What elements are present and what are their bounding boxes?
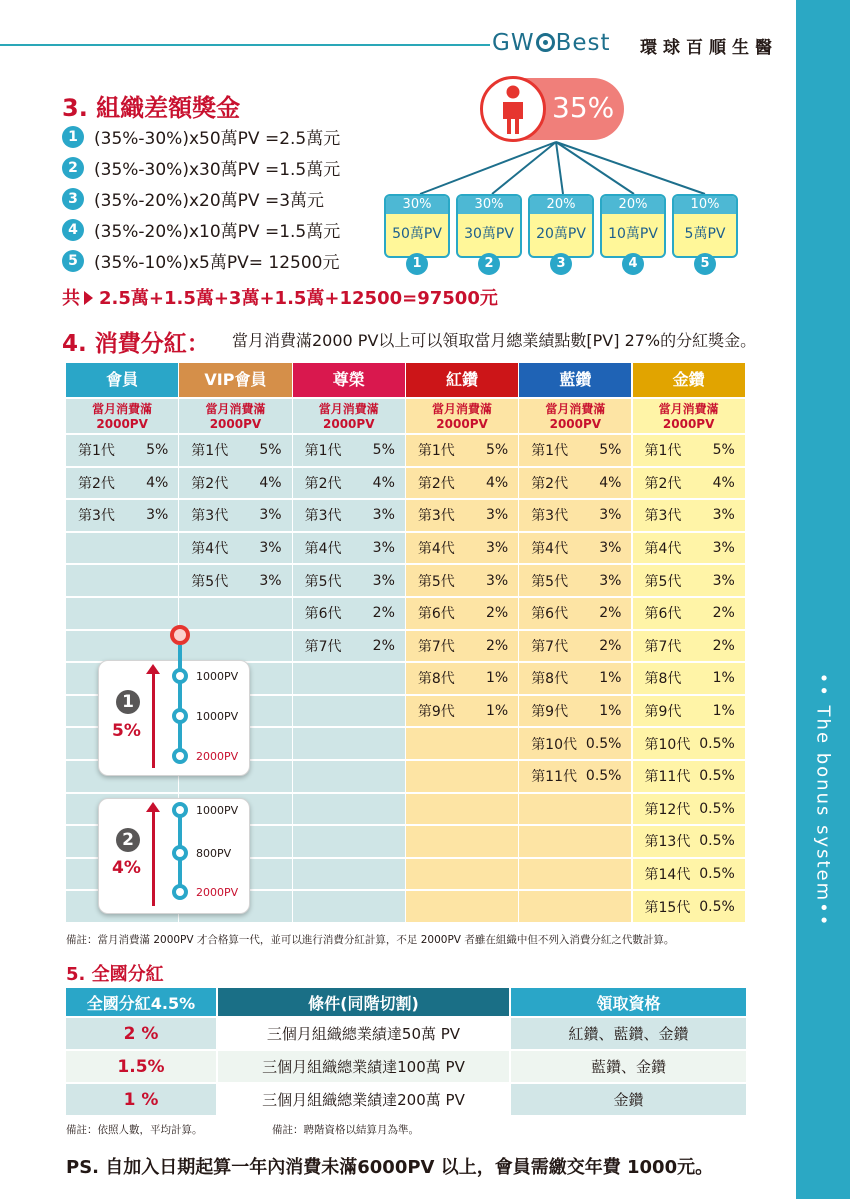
box-pv: 50萬PV [392,226,442,242]
generation-label: 第2代 [78,475,115,492]
generation-label: 第8代 [417,671,455,688]
chain-node-icon [172,708,188,724]
generation-percent: 3% [485,540,509,557]
generation-row [406,563,518,596]
logo-mark-icon [536,33,555,52]
node-pv-label: 2000PV [196,886,239,899]
generation-row [519,857,631,890]
total-line: 共 2.5萬+1.5萬+3萬+1.5萬+12500=97500元 [62,288,498,309]
generation-row [293,726,405,759]
chain-node-icon [172,668,188,684]
generation-label: 第9代 [644,704,682,721]
generation-row [66,498,178,531]
generation-percent: 3% [712,572,735,589]
generation-row [406,726,518,759]
number-badge: 3 [62,188,84,210]
tier-header: 尊榮 [293,363,405,397]
generation-percent: 5% [372,442,395,459]
tier-column [633,363,745,922]
side-bar-text: •• The bonus system•• [812,672,834,928]
generation-label: 第5代 [531,573,569,590]
formula-item [62,124,340,149]
chain-node-icon [172,845,188,861]
box-pv: 30萬PV [464,226,514,242]
chain-node-icon [172,802,188,818]
generation-label: 第3代 [417,508,455,525]
generation-label: 第1代 [304,443,342,460]
generation-percent: 0.5% [699,833,735,850]
generation-row [633,694,745,727]
generation-row [293,694,405,727]
generation-percent: 4% [146,474,169,491]
generation-label: 第8代 [531,671,569,688]
generation-percent: 4% [712,474,735,491]
generation-percent: 0.5% [585,768,622,785]
generation-label: 第2代 [644,475,682,492]
generation-label: 第2代 [531,475,569,492]
generation-row [406,466,518,499]
tier-header: 金鑽 [633,363,745,397]
generation-percent: 0.5% [699,898,735,915]
downline-box [600,194,666,258]
tier-header: 會員 [66,363,178,397]
generation-percent: 4% [599,474,622,491]
generation-row [519,759,631,792]
generation-label: 第9代 [417,704,455,721]
generation-row [66,531,178,564]
generation-percent: 2% [712,605,735,622]
generation-row [519,824,631,857]
header-rule [0,44,490,46]
generation-row [519,466,631,499]
generation-row [293,531,405,564]
generation-row [406,661,518,694]
example-percent: 4% [112,858,141,878]
condition-cell: 三個月組織總業績達100萬 PV [216,1051,509,1082]
section-5-note-1: 備註：依照人數，平均計算。 [66,1124,203,1136]
generation-label: 第7代 [644,638,682,655]
generation-percent: 0.5% [699,768,735,785]
formula-item [62,155,340,180]
play-triangle-icon [84,291,93,305]
node-pv-label: 1000PV [196,804,239,817]
downline-box [528,194,594,258]
generation-row [406,498,518,531]
generation-label: 第3代 [531,508,569,525]
section-3-title: 3. 組織差額獎金 [62,94,241,122]
chain-node-icon [172,884,188,900]
top-rate-value: 35% [552,91,615,124]
downline-box [384,194,450,258]
generation-row [293,629,405,662]
generation-row [633,792,745,825]
node-pv-label: 1000PV [196,710,239,723]
box-percent: 10% [674,196,736,214]
section-5-note-2: 備註：聘階資格以結算月為準。 [272,1124,419,1136]
formula-item [62,217,340,242]
generation-label: 第15代 [644,899,691,916]
generation-percent: 3% [599,572,622,589]
number-badge: 2 [62,157,84,179]
generation-row [633,498,745,531]
side-bar [796,0,850,1199]
generation-row [633,629,745,662]
org-tree-lines [380,130,780,200]
generation-row [293,857,405,890]
generation-row [633,857,745,890]
box-pv: 10萬PV [608,226,658,242]
arrow-up-icon [152,810,155,906]
generation-row [406,694,518,727]
generation-percent: 3% [485,507,509,524]
generation-row [66,629,178,662]
generation-label: 第10代 [644,736,691,753]
formula-text: (35%-30%)x50萬PV =2.5萬元 [94,129,341,149]
generation-row [179,433,291,466]
generation-label: 第6代 [304,606,342,623]
generation-row [293,889,405,922]
generation-row [406,824,518,857]
generation-percent: 2% [485,637,509,654]
generation-label: 第5代 [191,573,229,590]
generation-percent: 3% [372,540,395,557]
generation-row [293,792,405,825]
generation-row [519,531,631,564]
generation-row [519,792,631,825]
generation-label: 第3代 [644,508,682,525]
generation-percent: 5% [599,442,622,459]
generation-row [406,857,518,890]
generation-label: 第9代 [531,704,569,721]
example-percent: 5% [112,721,141,741]
box-number-badge: 2 [478,253,500,275]
generation-percent: 1% [599,703,622,720]
generation-label: 第4代 [304,541,342,558]
generation-row [633,759,745,792]
tier-column [293,363,405,922]
generation-row [406,792,518,825]
generation-label: 第10代 [531,736,578,753]
generation-percent: 3% [599,540,622,557]
generation-percent: 5% [259,442,282,459]
generation-row [293,563,405,596]
generation-label: 第8代 [644,671,682,688]
tier-header: VIP會員 [179,363,291,397]
top-rate-pill [482,78,624,140]
generation-percent: 5% [712,442,735,459]
chain-line [178,645,182,757]
generation-row [293,661,405,694]
generation-row [179,466,291,499]
generation-percent: 2% [485,605,509,622]
generation-percent: 3% [146,507,169,524]
self-node-icon [170,625,190,645]
generation-row [406,629,518,662]
section-5-title: 5. 全國分紅 [66,964,164,985]
generation-percent: 4% [485,474,509,491]
generation-label: 第4代 [417,541,455,558]
generation-percent: 5% [485,442,509,459]
generation-row [293,498,405,531]
generation-row [519,596,631,629]
generation-percent: 2% [712,637,735,654]
generation-label: 第1代 [531,443,569,460]
generation-row [633,433,745,466]
generation-row [179,629,291,662]
generation-label: 第4代 [191,541,229,558]
generation-label: 第12代 [644,801,691,818]
node-pv-label: 2000PV [196,750,239,763]
header-cell: 條件(同階切割) [216,988,509,1016]
generation-percent: 3% [259,540,282,557]
table-header-row [66,988,746,1018]
generation-percent: 1% [712,670,735,687]
chain-node-icon [172,748,188,764]
tier-column [406,363,518,922]
generation-label: 第14代 [644,867,691,884]
downline-box [456,194,522,258]
downline-box [672,194,738,258]
company-name: 環球百順生醫 [640,38,778,58]
generation-percent: 2% [372,637,395,654]
box-pv: 20萬PV [536,226,586,242]
eligibility-cell: 金鑽 [509,1084,746,1115]
eligibility-cell: 藍鑽、金鑽 [509,1051,746,1082]
box-number-badge: 1 [406,253,428,275]
tier-requirement: 當月消費滿 2000PV [633,397,745,433]
generation-row [66,466,178,499]
generation-label: 第11代 [531,769,578,786]
generation-row [633,726,745,759]
generation-row [519,694,631,727]
rate-cell: 1 % [66,1084,216,1115]
rate-cell: 2 % [66,1018,216,1049]
generation-row [293,759,405,792]
generation-percent: 0.5% [699,866,735,883]
tier-requirement: 當月消費滿 2000PV [519,397,631,433]
generation-percent: 3% [372,572,395,589]
generation-percent: 2% [372,605,395,622]
generation-label: 第3代 [191,508,229,525]
generation-row [633,889,745,922]
generation-percent: 3% [372,507,395,524]
generation-row [519,889,631,922]
generation-label: 第6代 [417,606,455,623]
generation-label: 第1代 [191,443,229,460]
box-percent: 30% [386,196,448,214]
number-badge: 5 [62,250,84,272]
example-number: 2 [116,828,140,852]
table-row [66,1051,746,1084]
generation-row [633,596,745,629]
number-badge: 4 [62,219,84,241]
formula-item [62,186,324,211]
generation-row [406,433,518,466]
box-number-badge: 3 [550,253,572,275]
generation-row [179,563,291,596]
generation-row [519,661,631,694]
generation-label: 第5代 [417,573,455,590]
generation-percent: 0.5% [699,735,735,752]
generation-row [293,596,405,629]
national-bonus-table [66,988,746,1117]
generation-row [293,433,405,466]
generation-row [66,433,178,466]
tier-header: 紅鑽 [406,363,518,397]
generation-percent: 1% [485,703,509,720]
generation-row [406,531,518,564]
brand-logo: GW Best [492,30,611,56]
generation-label: 第5代 [304,573,342,590]
tier-requirement: 當月消費滿 2000PV [293,397,405,433]
generation-row [293,824,405,857]
table-row [66,1084,746,1117]
generation-row [633,466,745,499]
eligibility-cell: 紅鑽、藍鑽、金鑽 [509,1018,746,1049]
formula-text: (35%-10%)x5萬PV= 12500元 [94,253,340,273]
generation-label: 第2代 [304,475,342,492]
generation-label: 第1代 [78,443,115,460]
generation-row [179,531,291,564]
generation-percent: 1% [485,670,509,687]
generation-row [633,531,745,564]
generation-label: 第6代 [531,606,569,623]
person-icon [480,76,546,142]
generation-label: 第7代 [531,638,569,655]
header-cell: 全國分紅4.5% [66,988,216,1016]
generation-row [519,563,631,596]
box-percent: 20% [530,196,592,214]
generation-row [519,498,631,531]
tier-requirement: 當月消費滿 2000PV [406,397,518,433]
generation-percent: 3% [599,507,622,524]
generation-row [179,596,291,629]
generation-row [633,661,745,694]
generation-label: 第4代 [644,541,682,558]
generation-label: 第1代 [644,443,682,460]
header-cell: 領取資格 [509,988,746,1016]
generation-label: 第2代 [191,475,229,492]
tier-column [519,363,631,922]
generation-row [633,824,745,857]
generation-label: 第6代 [644,606,682,623]
generation-percent: 4% [259,474,282,491]
box-percent: 30% [458,196,520,214]
box-pv: 5萬PV [684,226,726,242]
box-percent: 20% [602,196,664,214]
generation-row [406,596,518,629]
condition-cell: 三個月組織總業績達200萬 PV [216,1084,509,1115]
generation-percent: 2% [599,637,622,654]
tier-header: 藍鑽 [519,363,631,397]
section-4-note: 備註：當月消費滿 2000PV 才合格算一代，並可以進行消費分紅計算，不足 2000PV 者雖在組織中但不列入消費分紅之代數計算。 [66,934,675,946]
generation-percent: 3% [485,572,509,589]
arrow-up-icon [152,672,155,768]
table-row [66,1018,746,1051]
generation-label: 第3代 [78,508,115,525]
tier-requirement: 當月消費滿 2000PV [66,397,178,433]
box-number-badge: 5 [694,253,716,275]
tier-requirement: 當月消費滿 2000PV [179,397,291,433]
generation-percent: 4% [372,474,395,491]
generation-percent: 0.5% [585,735,622,752]
generation-row [519,629,631,662]
section-4-subtitle: 當月消費滿2000 PV以上可以領取當月總業績點數[PV] 27%的分紅獎金。 [232,331,757,350]
box-number-badge: 4 [622,253,644,275]
ps-note: PS. 自加入日期起算一年內消費未滿6000PV 以上，會員需繳交年費 1000元。 [66,1157,714,1178]
generation-label: 第4代 [531,541,569,558]
generation-percent: 3% [259,572,282,589]
formula-text: (35%-20%)x10萬PV =1.5萬元 [94,222,341,242]
generation-row [179,498,291,531]
generation-row [519,726,631,759]
generation-row [66,596,178,629]
generation-percent: 2% [599,605,622,622]
condition-cell: 三個月組織總業績達50萬 PV [216,1018,509,1049]
node-pv-label: 800PV [196,847,232,860]
generation-label: 第13代 [644,834,691,851]
formula-text: (35%-30%)x30萬PV =1.5萬元 [94,160,341,180]
rate-cell: 1.5% [66,1051,216,1082]
generation-percent: 1% [712,703,735,720]
node-pv-label: 1000PV [196,670,239,683]
generation-label: 第3代 [304,508,342,525]
generation-row [293,466,405,499]
generation-percent: 3% [259,507,282,524]
total-value: 2.5萬+1.5萬+3萬+1.5萬+12500=97500元 [99,288,498,309]
example-number: 1 [116,690,140,714]
generation-label: 第1代 [417,443,455,460]
generation-label: 第11代 [644,769,691,786]
generation-percent: 3% [712,507,735,524]
generation-percent: 1% [599,670,622,687]
generation-percent: 0.5% [699,800,735,817]
number-badge: 1 [62,126,84,148]
generation-label: 第7代 [417,638,455,655]
formula-item [62,248,339,273]
generation-row [66,563,178,596]
formula-text: (35%-20%)x20萬PV =3萬元 [94,191,325,211]
section-4-title: 4. 消費分紅： [62,331,210,357]
generation-label: 第2代 [417,475,455,492]
generation-row [519,433,631,466]
generation-row [633,563,745,596]
generation-row [406,759,518,792]
generation-row [406,889,518,922]
generation-percent: 3% [712,540,735,557]
generation-percent: 5% [146,442,169,459]
generation-label: 第5代 [644,573,682,590]
generation-label: 第7代 [304,638,342,655]
